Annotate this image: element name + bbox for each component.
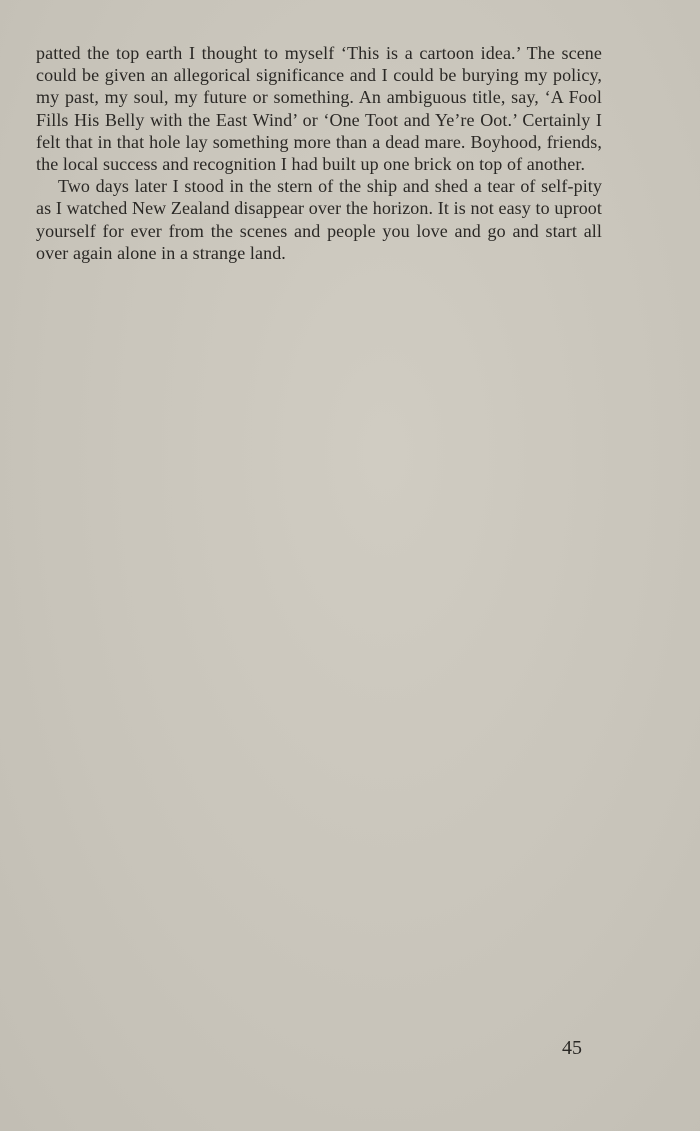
body-text	[36, 42, 602, 264]
paragraph-1: patted the top earth I thought to myself ‘This is a cartoon idea.’ The scene could be given an allegorical significance and I could be burying my policy, my past, my soul, my future or something. An ambiguous title, say, ‘A Fool Fills His Belly with the East Wind’ or ‘One Toot and Ye’re Oot.’ Certainly I felt that in that hole lay something more than a dead mare. Boyhood, friends, the local success and recognition I had built up one brick on top of another.	[36, 43, 602, 175]
paragraph-2: Two days later I stood in the stern of the ship and shed a tear of self-pity as I watched New Zealand disappear over the horizon. It is not easy to uproot yourself for ever from the scenes and people you love and go and start all over again alone in a strange land.	[36, 176, 602, 263]
page-number: 45	[562, 1037, 582, 1059]
